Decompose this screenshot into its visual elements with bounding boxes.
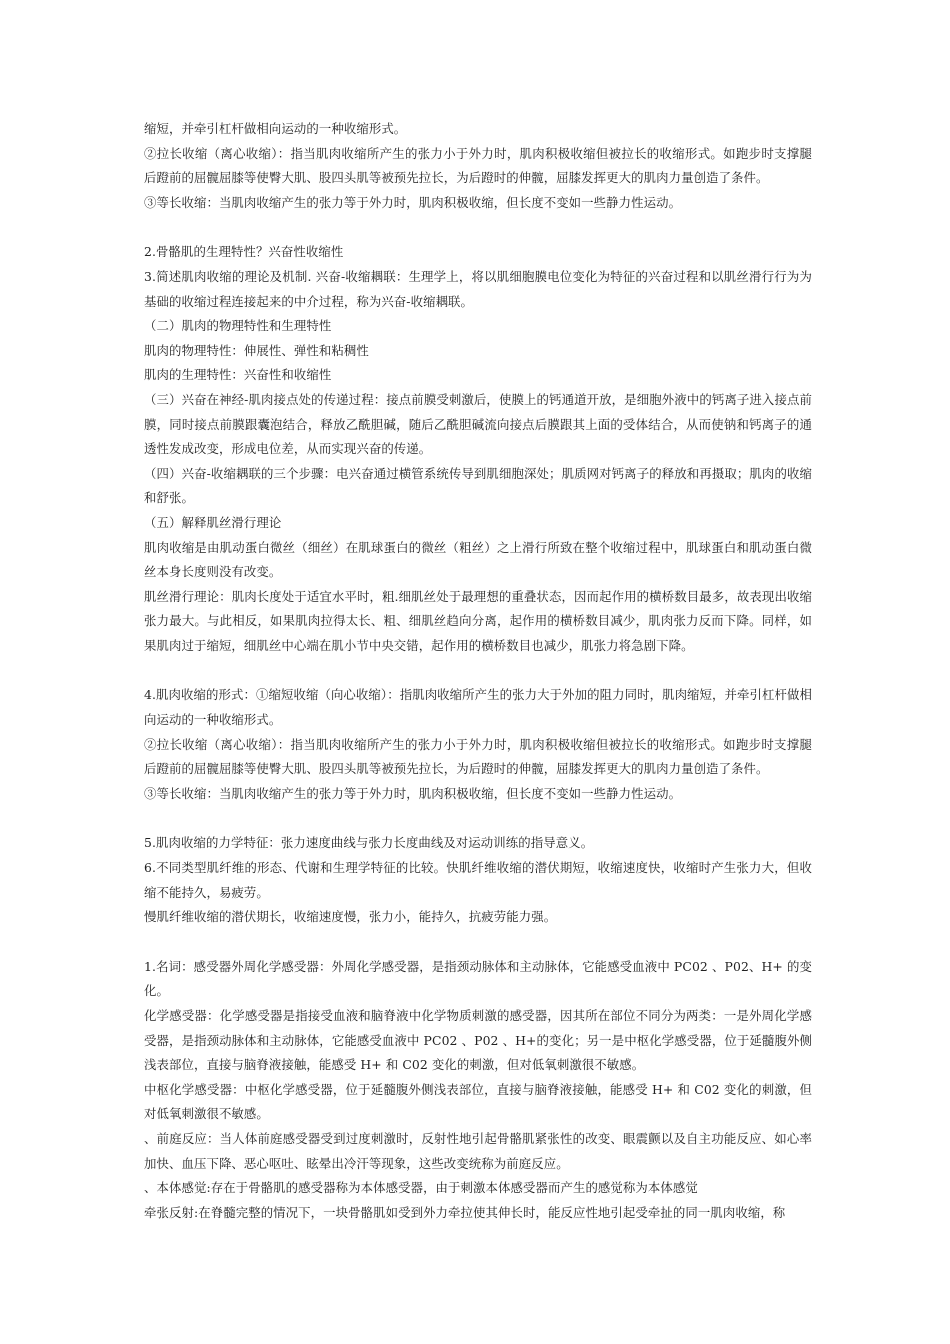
paragraph: 、前庭反应：当人体前庭感受器受到过度刺激时，反射性地引起骨骼肌紧张性的改变、眼震颤以及自主功能反应、如心率加快、血压下降、恶心呕吐、眩晕出冷汗等现象，这些改变统称为前庭反应。 bbox=[144, 1130, 812, 1171]
paragraph-gap bbox=[144, 215, 812, 240]
paragraph: 2.骨骼肌的生理特性？兴奋性收缩性 bbox=[144, 244, 344, 260]
document-body bbox=[144, 117, 812, 1225]
paragraph: 牵张反射:在脊髓完整的情况下，一块骨骼肌如受到外力牵拉使其伸长时，能反应性地引起受牵扯的同一肌肉收缩，称 bbox=[144, 1204, 786, 1220]
paragraph: 、本体感觉:存在于骨骼肌的感受器称为本体感受器，由于刺激本体感受器而产生的感觉称为本体感觉 bbox=[144, 1180, 698, 1196]
paragraph: ②拉长收缩（离心收缩）：指当肌肉收缩所产生的张力小于外力时，肌肉积极收缩但被拉长的收缩形式。如跑步时支撑腿后蹬前的屈髋屈膝等使臀大肌、股四头肌等被预先拉长，为后蹬时的伸髋，屈膝发挥更大的肌肉力量创造了条件。 bbox=[144, 736, 812, 777]
paragraph: 化学感受器：化学感受器是指接受血液和脑脊液中化学物质刺激的感受器，因其所在部位不同分为两类：一是外周化学感受器，是指颈动脉体和主动脉体，它能感受血液中 PC02 、P02 、H+的变化；另一是中枢化学感受器，位于延髓腹外侧浅表部位，直接与脑脊液接触，能感受 H+ 和 C02 变化的刺激，但对低氧刺激很不敏感。 bbox=[144, 1008, 812, 1073]
paragraph-gap bbox=[144, 658, 812, 683]
paragraph: （五）解释肌丝滑行理论 bbox=[144, 514, 282, 530]
paragraph: ③等长收缩：当肌肉收缩产生的张力等于外力时，肌肉积极收缩，但长度不变如一些静力性运动。 bbox=[144, 194, 682, 210]
paragraph: 肌肉的生理特性：兴奋性和收缩性 bbox=[144, 367, 332, 383]
paragraph: （二）肌肉的物理特性和生理特性 bbox=[144, 318, 332, 334]
paragraph: （四）兴奋-收缩耦联的三个步骤：电兴奋通过横管系统传导到肌细胞深处；肌质网对钙离子的释放和再摄取；肌肉的收缩和舒张。 bbox=[144, 465, 812, 506]
paragraph: 肌丝滑行理论：肌肉长度处于适宜水平时，粗.细肌丝处于最理想的重叠状态，因而起作用的横桥数目最多，故表现出收缩张力最大。与此相反，如果肌肉拉得太长、粗、细肌丝趋向分离，起作用的横桥数目减少，肌肉张力反而下降。同样，如果肌肉过于缩短，细肌丝中心端在肌小节中央交错，起作用的横桥数目也减少，肌张力将急剧下降。 bbox=[144, 588, 812, 653]
paragraph: 4.肌肉收缩的形式：①缩短收缩（向心收缩）：指肌肉收缩所产生的张力大于外加的阻力同时，肌肉缩短，并牵引杠杆做相向运动的一种收缩形式。 bbox=[144, 687, 812, 728]
paragraph: 中枢化学感受器：中枢化学感受器，位于延髓腹外侧浅表部位，直接与脑脊液接触，能感受 H+ 和 C02 变化的刺激，但对低氧刺激很不敏感。 bbox=[144, 1081, 812, 1122]
paragraph: （三）兴奋在神经-肌肉接点处的传递过程：接点前膜受刺激后，使膜上的钙通道开放，是细胞外液中的钙离子进入接点前膜，同时接点前膜跟囊泡结合，释放乙酰胆碱，随后乙酰胆碱流向接点后膜跟其上面的受体结合，从而使钠和钙离子的通透性发成改变，形成电位差，从而实现兴奋的传递。 bbox=[144, 391, 812, 457]
paragraph: 慢肌纤维收缩的潜伏期长，收缩速度慢，张力小，能持久，抗疲劳能力强。 bbox=[144, 909, 557, 925]
paragraph-gap bbox=[144, 930, 812, 955]
paragraph-gap bbox=[144, 806, 812, 831]
paragraph: 3.简述肌肉收缩的理论及机制. 兴奋-收缩耦联：生理学上，将以肌细胞膜电位变化为特征的兴奋过程和以肌丝滑行行为为基础的收缩过程连接起来的中介过程，称为兴奋-收缩耦联。 bbox=[144, 268, 812, 309]
paragraph: 6.不同类型肌纤维的形态、代谢和生理学特征的比较。快肌纤维收缩的潜伏期短，收缩速度快，收缩时产生张力大，但收缩不能持久，易疲劳。 bbox=[144, 860, 812, 900]
paragraph: 1.名词：感受器外周化学感受器：外周化学感受器，是指颈动脉体和主动脉体，它能感受血液中 PC02 、P02、H+ 的变化。 bbox=[144, 958, 812, 999]
paragraph: ②拉长收缩（离心收缩）：指当肌肉收缩所产生的张力小于外力时，肌肉积极收缩但被拉长的收缩形式。如跑步时支撑腿后蹬前的屈髋屈膝等使臀大肌、股四头肌等被预先拉长，为后蹬时的伸髋，屈膝发挥更大的肌肉力量创造了条件。 bbox=[144, 145, 812, 186]
paragraph: 5.肌肉收缩的力学特征：张力速度曲线与张力长度曲线及对运动训练的指导意义。 bbox=[144, 835, 594, 851]
paragraph: 肌肉收缩是由肌动蛋白微丝（细丝）在肌球蛋白的微丝（粗丝）之上滑行所致在整个收缩过程中，肌球蛋白和肌动蛋白微丝本身长度则没有改变。 bbox=[144, 539, 812, 580]
paragraph: ③等长收缩：当肌肉收缩产生的张力等于外力时，肌肉积极收缩，但长度不变如一些静力性运动。 bbox=[144, 785, 682, 801]
paragraph: 肌肉的物理特性：伸展性、弹性和粘稠性 bbox=[144, 342, 369, 358]
paragraph: 缩短，并牵引杠杆做相向运动的一种收缩形式。 bbox=[144, 121, 407, 136]
